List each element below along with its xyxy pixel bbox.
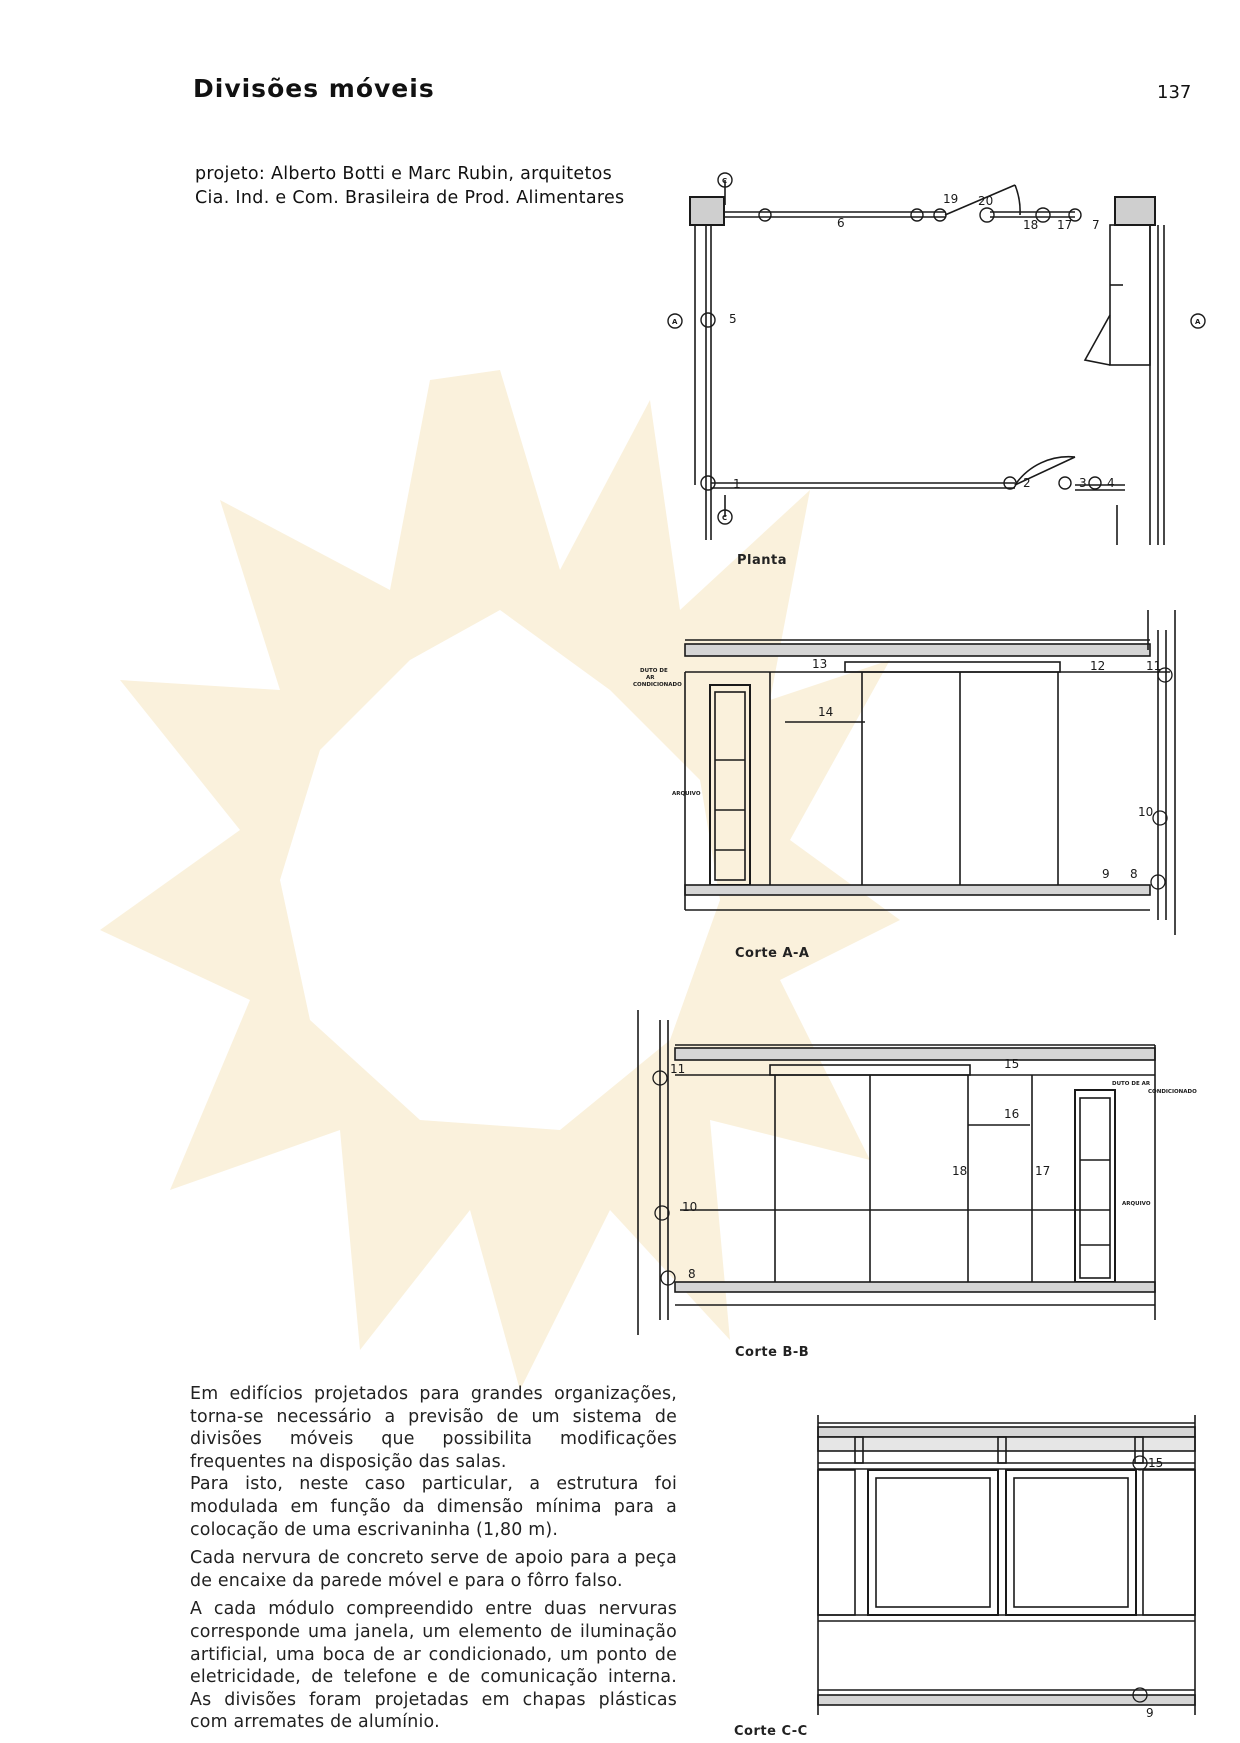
section-cc-drawing <box>800 1415 1200 1730</box>
aa-callout-9: 9 <box>1102 867 1110 881</box>
plan-callout-7: 7 <box>1092 218 1100 232</box>
aa-callout-11: 11 <box>1146 659 1162 673</box>
plan-callout-6: 6 <box>837 216 845 230</box>
aa-callout-12: 12 <box>1090 659 1106 673</box>
page-title: Divisões móveis <box>193 74 435 103</box>
plan-callout-4: 4 <box>1107 476 1115 490</box>
plan-section-mark-a-left: A <box>672 318 678 326</box>
body-paragraph-3: Cada nervura de concreto serve de apoio para a peça de encaixe da parede móvel e para o fôrro falso. <box>190 1548 677 1591</box>
bb-label-file: ARQUIVO <box>1122 1201 1151 1207</box>
aa-label-file: ARQUIVO <box>672 791 701 797</box>
body-paragraph-2: Para isto, neste caso particular, a estrutura foi modulada em função da dimensão mínima para a colocação de uma escrivaninha (1,80 m). <box>190 1474 677 1540</box>
body-text <box>190 1383 677 1734</box>
aa-callout-13: 13 <box>812 657 828 671</box>
plan-callout-1: 1 <box>733 477 741 491</box>
section-cc-caption: Corte C-C <box>734 1724 808 1739</box>
section-aa-caption: Corte A-A <box>735 946 810 961</box>
bb-callout-16: 16 <box>1004 1107 1020 1121</box>
plan-callout-17: 17 <box>1057 218 1073 232</box>
bb-label-duct-1: DUTO DE AR <box>1112 1081 1151 1087</box>
cc-callout-15: 15 <box>1148 1456 1164 1470</box>
credits <box>195 162 624 210</box>
bb-callout-18: 18 <box>952 1164 968 1178</box>
plan-drawing <box>655 165 1215 545</box>
plan-callout-2: 2 <box>1023 476 1031 490</box>
bb-callout-11: 11 <box>670 1062 686 1076</box>
aa-label-duct-3: CONDICIONADO <box>633 682 682 688</box>
bb-callout-10: 10 <box>682 1200 698 1214</box>
plan-caption: Planta <box>737 553 787 568</box>
cc-callout-9: 9 <box>1146 1706 1154 1720</box>
bb-callout-15: 15 <box>1004 1057 1020 1071</box>
credits-architects: projeto: Alberto Botti e Marc Rubin, arquitetos <box>195 164 613 184</box>
aa-label-duct-1: DUTO DE <box>640 668 668 674</box>
section-bb-drawing <box>630 1010 1210 1335</box>
page-number: 137 <box>1157 82 1192 103</box>
plan-callout-20: 20 <box>978 194 994 208</box>
body-paragraph-4: A cada módulo compreendido entre duas nervuras corresponde uma janela, um elemento de iluminação artificial, uma boca de ar condicionado, um ponto de eletricidade, de telefone e de comunicação interna. As divisões foram projetadas em chapas plásticas com arremates de alumínio. <box>190 1599 677 1733</box>
section-bb-caption: Corte B-B <box>735 1345 810 1360</box>
section-aa-drawing <box>630 610 1200 935</box>
plan-callout-3: 3 <box>1079 476 1087 490</box>
plan-callout-5: 5 <box>729 312 737 326</box>
plan-section-mark-a-right: A <box>1195 318 1201 326</box>
bb-callout-8: 8 <box>688 1267 696 1281</box>
aa-label-duct-2: AR <box>646 675 655 681</box>
aa-callout-14: 14 <box>818 705 834 719</box>
bb-callout-17: 17 <box>1035 1164 1051 1178</box>
plan-section-mark-c-bottom: C <box>722 514 728 522</box>
aa-callout-8: 8 <box>1130 867 1138 881</box>
aa-callout-10: 10 <box>1138 805 1154 819</box>
body-paragraph-1: Em edifícios projetados para grandes organizações, torna-se necessário a previsão de um sistema de divisões móveis que possibilita modificações frequentes na disposição das salas. <box>190 1384 677 1472</box>
plan-section-mark-c-top: C <box>722 177 728 185</box>
plan-callout-19: 19 <box>943 192 959 206</box>
plan-callout-18: 18 <box>1023 218 1039 232</box>
bb-label-duct-2: CONDICIONADO <box>1148 1089 1197 1095</box>
credits-client: Cia. Ind. e Com. Brasileira de Prod. Alimentares <box>195 188 625 208</box>
